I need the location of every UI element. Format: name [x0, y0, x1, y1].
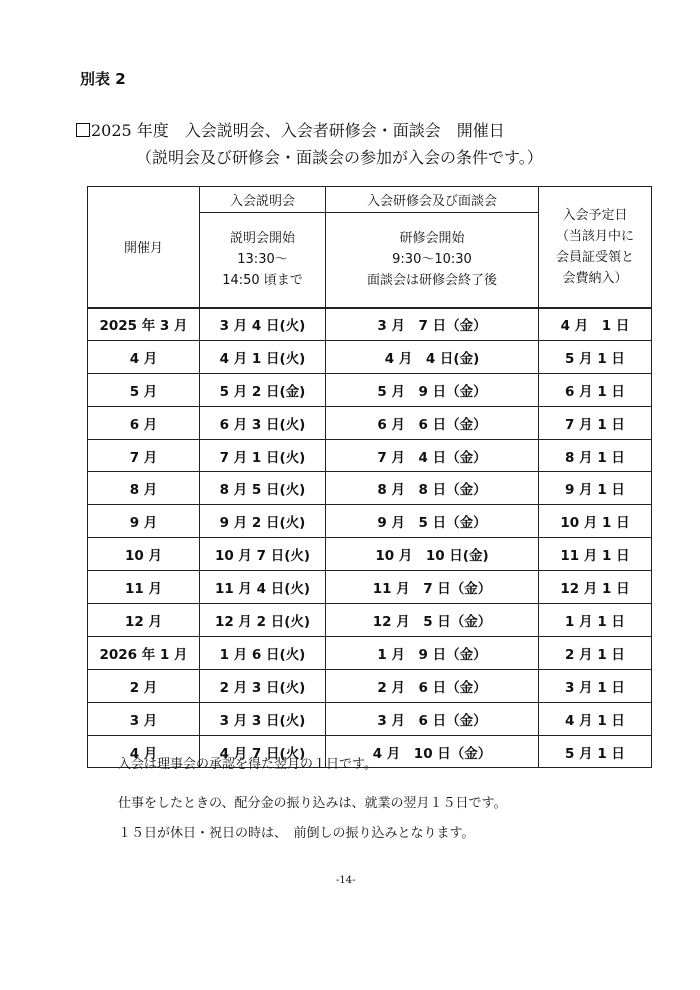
cell-training-date: 1 月 9 日（金）	[326, 636, 539, 669]
cell-admission-date: 12 月 1 日	[539, 571, 652, 604]
cell-briefing-date: 12 月 2 日(火)	[200, 604, 326, 637]
cell-training-date: 3 月 7 日（金）	[326, 308, 539, 341]
cell-month: 4 月	[88, 340, 200, 373]
cell-training-date: 3 月 6 日（金）	[326, 702, 539, 735]
cell-admission-date: 7 月 1 日	[539, 406, 652, 439]
cell-month: 7 月	[88, 439, 200, 472]
cell-training-date: 10 月 10 日(金)	[326, 538, 539, 571]
cell-briefing-date: 1 月 6 日(火)	[200, 636, 326, 669]
cell-training-date: 6 月 6 日（金）	[326, 406, 539, 439]
training-time-detail: 研修会開始 9:30～10:30 面談会は研修会終了後	[326, 213, 539, 308]
cell-admission-date: 1 月 1 日	[539, 604, 652, 637]
table-row	[88, 340, 652, 373]
header-month: 開催月	[88, 187, 200, 308]
cell-month: 6 月	[88, 406, 200, 439]
cell-month: 5 月	[88, 373, 200, 406]
cell-month: 10 月	[88, 538, 200, 571]
document-title	[76, 118, 505, 141]
cell-admission-date: 5 月 1 日	[539, 340, 652, 373]
cell-briefing-date: 11 月 4 日(火)	[200, 571, 326, 604]
table-row	[88, 505, 652, 538]
cell-briefing-date: 4 月 1 日(火)	[200, 340, 326, 373]
cell-admission-date: 9 月 1 日	[539, 472, 652, 505]
cell-briefing-date: 6 月 3 日(火)	[200, 406, 326, 439]
cell-admission-date: 6 月 1 日	[539, 373, 652, 406]
cell-month: 11 月	[88, 571, 200, 604]
cell-briefing-date: 8 月 5 日(火)	[200, 472, 326, 505]
page-number: -14-	[336, 875, 356, 886]
cell-admission-date: 4 月 1 日	[539, 308, 652, 341]
cell-month: 2026 年 1 月	[88, 636, 200, 669]
cell-briefing-date: 3 月 4 日(火)	[200, 308, 326, 341]
cell-training-date: 11 月 7 日（金）	[326, 571, 539, 604]
cell-admission-date: 3 月 1 日	[539, 669, 652, 702]
table-row	[88, 636, 652, 669]
table-row	[88, 538, 652, 571]
cell-training-date: 4 月 10 日（金）	[326, 735, 539, 768]
cell-training-date: 2 月 6 日（金）	[326, 669, 539, 702]
table-row	[88, 373, 652, 406]
cell-training-date: 8 月 8 日（金）	[326, 472, 539, 505]
table-body	[88, 308, 652, 768]
header-training: 入会研修会及び面談会	[326, 187, 539, 213]
table-row	[88, 571, 652, 604]
cell-training-date: 9 月 5 日（金）	[326, 505, 539, 538]
cell-month: 2 月	[88, 669, 200, 702]
header-admission: 入会予定日 （当該月中に 会員証受領と 会費納入）	[539, 187, 652, 308]
cell-admission-date: 11 月 1 日	[539, 538, 652, 571]
cell-month: 3 月	[88, 702, 200, 735]
cell-briefing-date: 4 月 7 日(火)	[200, 735, 326, 768]
checkbox-square-icon	[76, 123, 90, 137]
table-row	[88, 604, 652, 637]
cell-month: 4 月	[88, 735, 200, 768]
note-admission-rule: 入会は理事会の承認を得た翌月の１日です。	[118, 757, 377, 772]
title-line-1: 2025 年度 入会説明会、入会者研修会・面談会 開催日	[91, 121, 505, 140]
cell-briefing-date: 9 月 2 日(火)	[200, 505, 326, 538]
table-row	[88, 472, 652, 505]
cell-month: 8 月	[88, 472, 200, 505]
title-line-2: （説明会及び研修会・面談会の参加が入会の条件です。）	[136, 148, 543, 167]
table-row	[88, 669, 652, 702]
cell-month: 12 月	[88, 604, 200, 637]
table-row	[88, 702, 652, 735]
note-payment-rule: 仕事をしたときの、配分金の振り込みは、就業の翌月１５日です。	[118, 796, 507, 811]
cell-training-date: 4 月 4 日(金)	[326, 340, 539, 373]
header-briefing: 入会説明会	[200, 187, 326, 213]
cell-training-date: 12 月 5 日（金）	[326, 604, 539, 637]
note-holiday-rule: １５日が休日・祝日の時は、 前倒しの振り込みとなります。	[118, 826, 475, 841]
cell-training-date: 7 月 4 日（金）	[326, 439, 539, 472]
cell-month: 2025 年 3 月	[88, 308, 200, 341]
cell-admission-date: 2 月 1 日	[539, 636, 652, 669]
cell-briefing-date: 2 月 3 日(火)	[200, 669, 326, 702]
cell-admission-date: 5 月 1 日	[539, 735, 652, 768]
cell-month: 9 月	[88, 505, 200, 538]
table-row	[88, 308, 652, 341]
schedule-table	[87, 186, 652, 768]
table-header	[88, 187, 652, 308]
cell-briefing-date: 10 月 7 日(火)	[200, 538, 326, 571]
cell-training-date: 5 月 9 日（金）	[326, 373, 539, 406]
table-row	[88, 439, 652, 472]
cell-admission-date: 8 月 1 日	[539, 439, 652, 472]
cell-briefing-date: 7 月 1 日(火)	[200, 439, 326, 472]
table-row	[88, 406, 652, 439]
cell-briefing-date: 3 月 3 日(火)	[200, 702, 326, 735]
cell-admission-date: 4 月 1 日	[539, 702, 652, 735]
cell-briefing-date: 5 月 2 日(金)	[200, 373, 326, 406]
briefing-time-detail: 説明会開始 13:30～ 14:50 頃まで	[200, 213, 326, 308]
appendix-label: 別表 2	[80, 70, 126, 88]
cell-admission-date: 10 月 1 日	[539, 505, 652, 538]
